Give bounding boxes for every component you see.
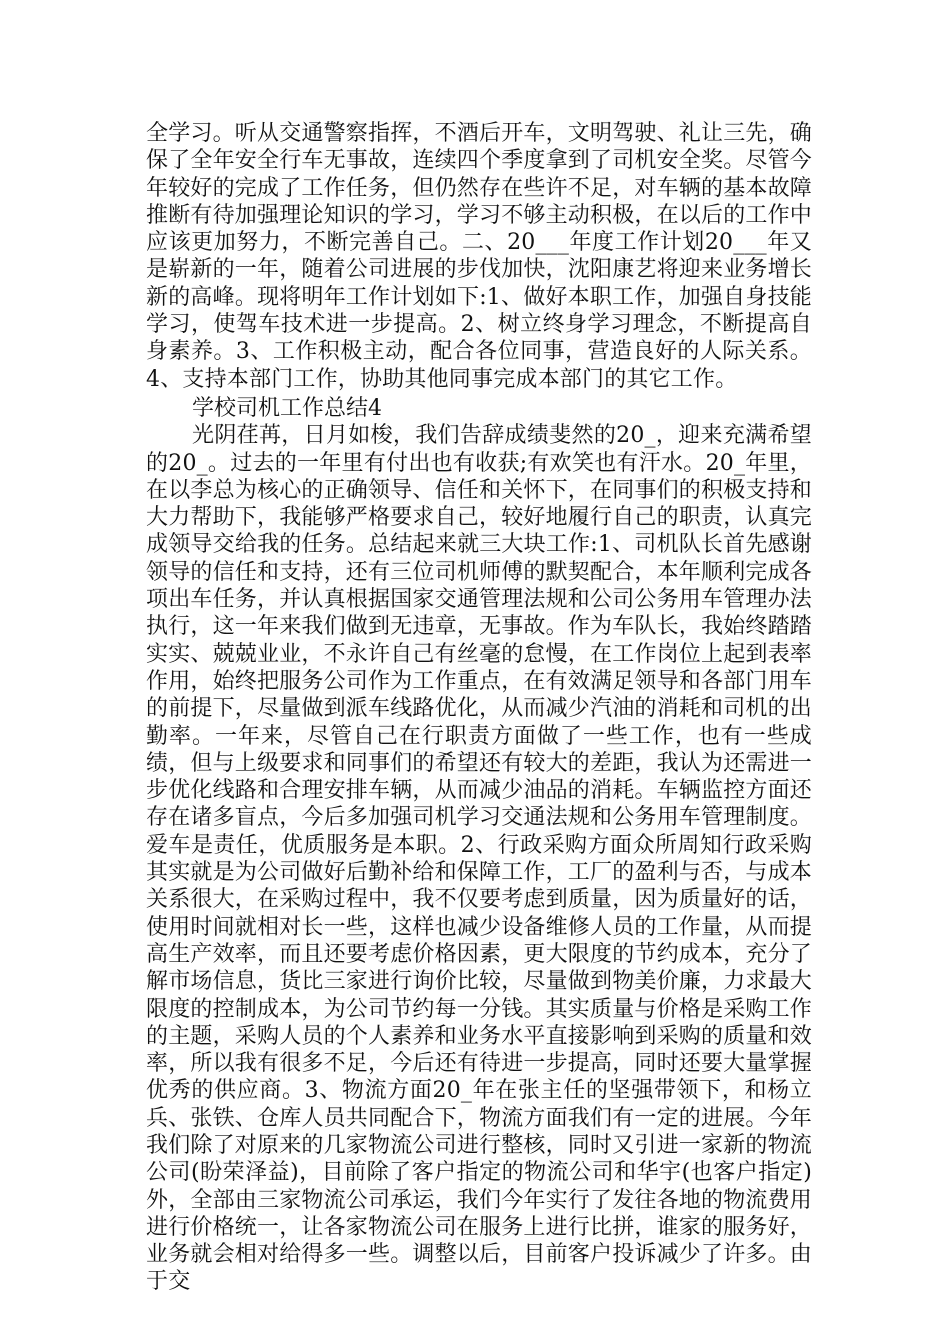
body-paragraph-1: 全学习。听从交通警察指挥，不酒后开车，文明驾驶、礼让三先，确保了全年安全行车无事故，连续四个季度拿到了司机安全奖。尽管今年较好的完成了工作任务，但仍然存在些许不足，对车辆的基本故障推断有待加强理论知识的学习，学习不够主动积极，在以后的工作中应该更加努力，不断完善自己。二、20___年度工作计划20___年又是崭新的一年，随着公司进展的步伐加快，沈阳康艺将迎来业务增长新的高峰。现将明年工作计划如下:1、做好本职工作，加强自身技能学习，使驾车技术进一步提高。2、树立终身学习理念，不断提高自身素养。3、工作积极主动，配合各位同事，营造良好的人际关系。4、支持本部门工作，协助其他同事完成本部门的其它工作。 — [146, 121, 813, 392]
section-heading: 学校司机工作总结4 — [192, 395, 382, 421]
body-paragraph-2: 光阴荏苒，日月如梭，我们告辞成绩斐然的20_，迎来充满希望的20_。过去的一年里有付出也有收获;有欢笑也有汗水。20_年里，在以李总为核心的正确领导、信任和关怀下，在同事们的积极支持和大力帮助下，我能够严格要求自己，较好地履行自己的职责，认真完成领导交给我的任务。总结起来就三大块工作:1、司机队长首先感谢领导的信任和支持，还有三位司机师傅的默契配合，本年顺利完成各项出车任务，并认真根据国家交通管理法规和公司公务用车管理办法执行，这一年来我们做到无违章，无事故。作为车队长，我始终踏踏实实、兢兢业业，不永许自己有丝毫的怠慢，在工作岗位上起到表率作用，始终把服务公司作为工作重点，在有效满足领导和各部门用车的前提下，尽量做到派车线路优化，从而减少汽油的消耗和司机的出勤率。一年来，尽管自己在行职责方面做了一些工作，也有一些成绩，但与上级要求和同事们的希望还有较大的差距，我认为还需进一步优化线路和合理安排车辆，从而减少油品的消耗。车辆监控方面还存在诸多盲点，今后多加强司机学习交通法规和公务用车管理制度。爱车是责任，优质服务是本职。2、行政采购方面众所周知行政采购其实就是为公司做好后勤补给和保障工作，工厂的盈利与否，与成本关系很大，在采购过程中，我不仅要考虑到质量，因为质量好的话，使用时间就相对长一些，这样也减少设备维修人员的工作量，从而提高生产效率，而且还要考虑价格因素，更大限度的节约成本，充分了解市场信息，货比三家进行询价比较，尽量做到物美价廉，力求最大限度的控制成本，为公司节约每一分钱。其实质量与价格是采购工作的主题，采购人员的个人素养和业务水平直接影响到采购的质量和效率，所以我有很多不足，今后还有待进一步提高，同时还要大量掌握优秀的供应商。3、物流方面20_年在张主任的坚强带领下，和杨立兵、张铁、仓库人员共同配合下，物流方面我们有一定的进展。今年我们除了对原来的几家物流公司进行整核，同时又引进一家新的物流公司(盼荣泽益)，目前除了客户指定的物流公司和华宇(也客户指定)外，全部由三家物流公司承运，我们今年实行了发往各地的物流费用进行价格统一，让各家物流公司在服务上进行比拼，谁家的服务好，业务就会相对给得多一些。调整以后，目前客户投诉减少了许多。由于交 — [146, 423, 813, 1295]
document-page — [146, 120, 812, 1296]
